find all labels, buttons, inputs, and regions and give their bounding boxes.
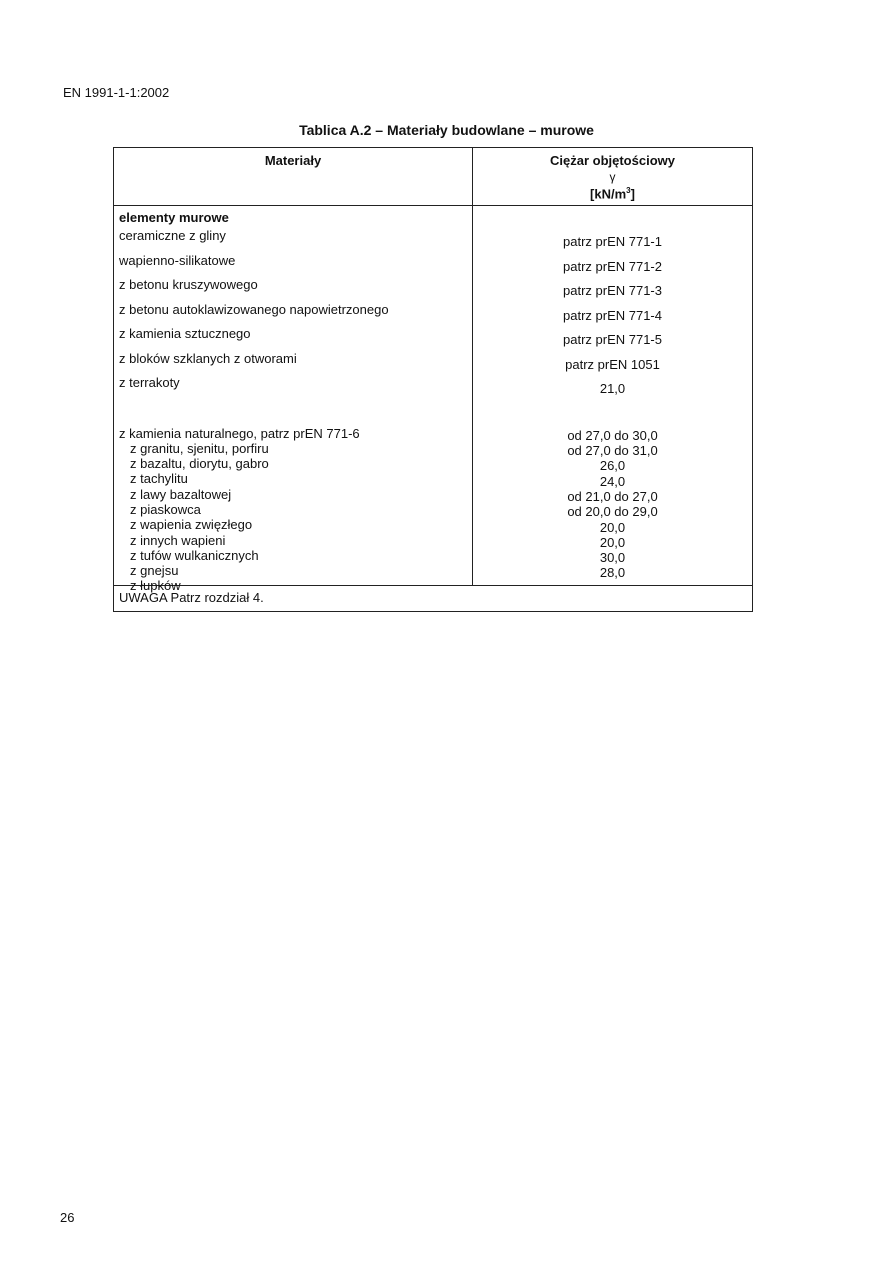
gamma-symbol: γ <box>609 170 616 184</box>
stone-material: z innych wapieni <box>130 532 226 548</box>
table-row-material: z bloków szklanych z otworami <box>119 350 297 366</box>
column-header-unit-weight <box>473 153 752 202</box>
stone-material: z piaskowca <box>130 501 201 517</box>
table-row-material: wapienno-silikatowe <box>119 252 236 268</box>
stone-value: 26,0 <box>599 458 626 474</box>
document-code: EN 1991-1-1:2002 <box>63 85 170 100</box>
stone-material: z tachylitu <box>130 471 188 487</box>
group-heading: elementy murowe <box>119 210 229 225</box>
unit-weight-column <box>473 209 752 581</box>
table-row-material: z betonu autoklawizowanego napowietrzonego <box>119 301 389 317</box>
page-number: 26 <box>60 1210 75 1225</box>
stone-material: z tufów wulkanicznych <box>130 547 259 563</box>
table-row-material: z betonu kruszywowego <box>119 277 258 292</box>
stone-material: z granitu, sjenitu, porfiru <box>130 440 269 456</box>
unit-label: $[kN/m^3]$ <box>590 186 635 202</box>
stone-material: z lawy bazaltowej <box>130 486 232 502</box>
stone-value: od 21,0 do 27,0 <box>567 488 658 504</box>
table-row-value: patrz prEN 771-5 <box>563 332 662 347</box>
stone-value: 30,0 <box>599 550 626 566</box>
table-row-material: z terrakoty <box>119 375 180 390</box>
stone-value: 24,0 <box>599 473 626 489</box>
stone-material: z bazaltu, diorytu, gabro <box>130 456 269 472</box>
table-row-value: patrz prEN 771-2 <box>563 258 662 274</box>
table-row-value: patrz prEN 771-3 <box>563 283 662 298</box>
table-row-value: patrz prEN 771-1 <box>563 234 662 249</box>
stone-material: z gnejsu <box>130 563 179 579</box>
table-row-value: 21,0 <box>599 381 626 396</box>
table-row-value: patrz prEN 771-4 <box>563 307 662 323</box>
stone-material: z łupków <box>130 578 181 594</box>
table-title: Tablica A.2 – Materiały budowlane – murowe <box>299 122 594 138</box>
stone-value: 20,0 <box>599 534 626 550</box>
materials-table <box>113 147 753 612</box>
table-row-material: ceramiczne z gliny <box>119 228 226 243</box>
materials-column <box>119 209 389 594</box>
header-rule <box>114 205 752 206</box>
stone-value: 20,0 <box>599 519 626 535</box>
stone-value: od 27,0 do 30,0 <box>567 427 658 443</box>
stone-value: od 27,0 do 31,0 <box>567 443 658 459</box>
table-row-material: z kamienia sztucznego <box>119 326 251 341</box>
stone-value: 28,0 <box>599 565 626 581</box>
table-row-value: patrz prEN 1051 <box>565 356 660 372</box>
table-note: UWAGA Patrz rozdział 4. <box>119 590 264 605</box>
stone-material: z wapienia zwięzłego <box>130 517 253 533</box>
natural-stone-heading: z kamienia naturalnego, patrz prEN 771-6 <box>119 425 360 441</box>
column-header-materials: Materiały <box>264 153 322 168</box>
unit-weight-label: Ciężar objętościowy <box>550 153 675 168</box>
stone-value: od 20,0 do 29,0 <box>567 504 658 520</box>
